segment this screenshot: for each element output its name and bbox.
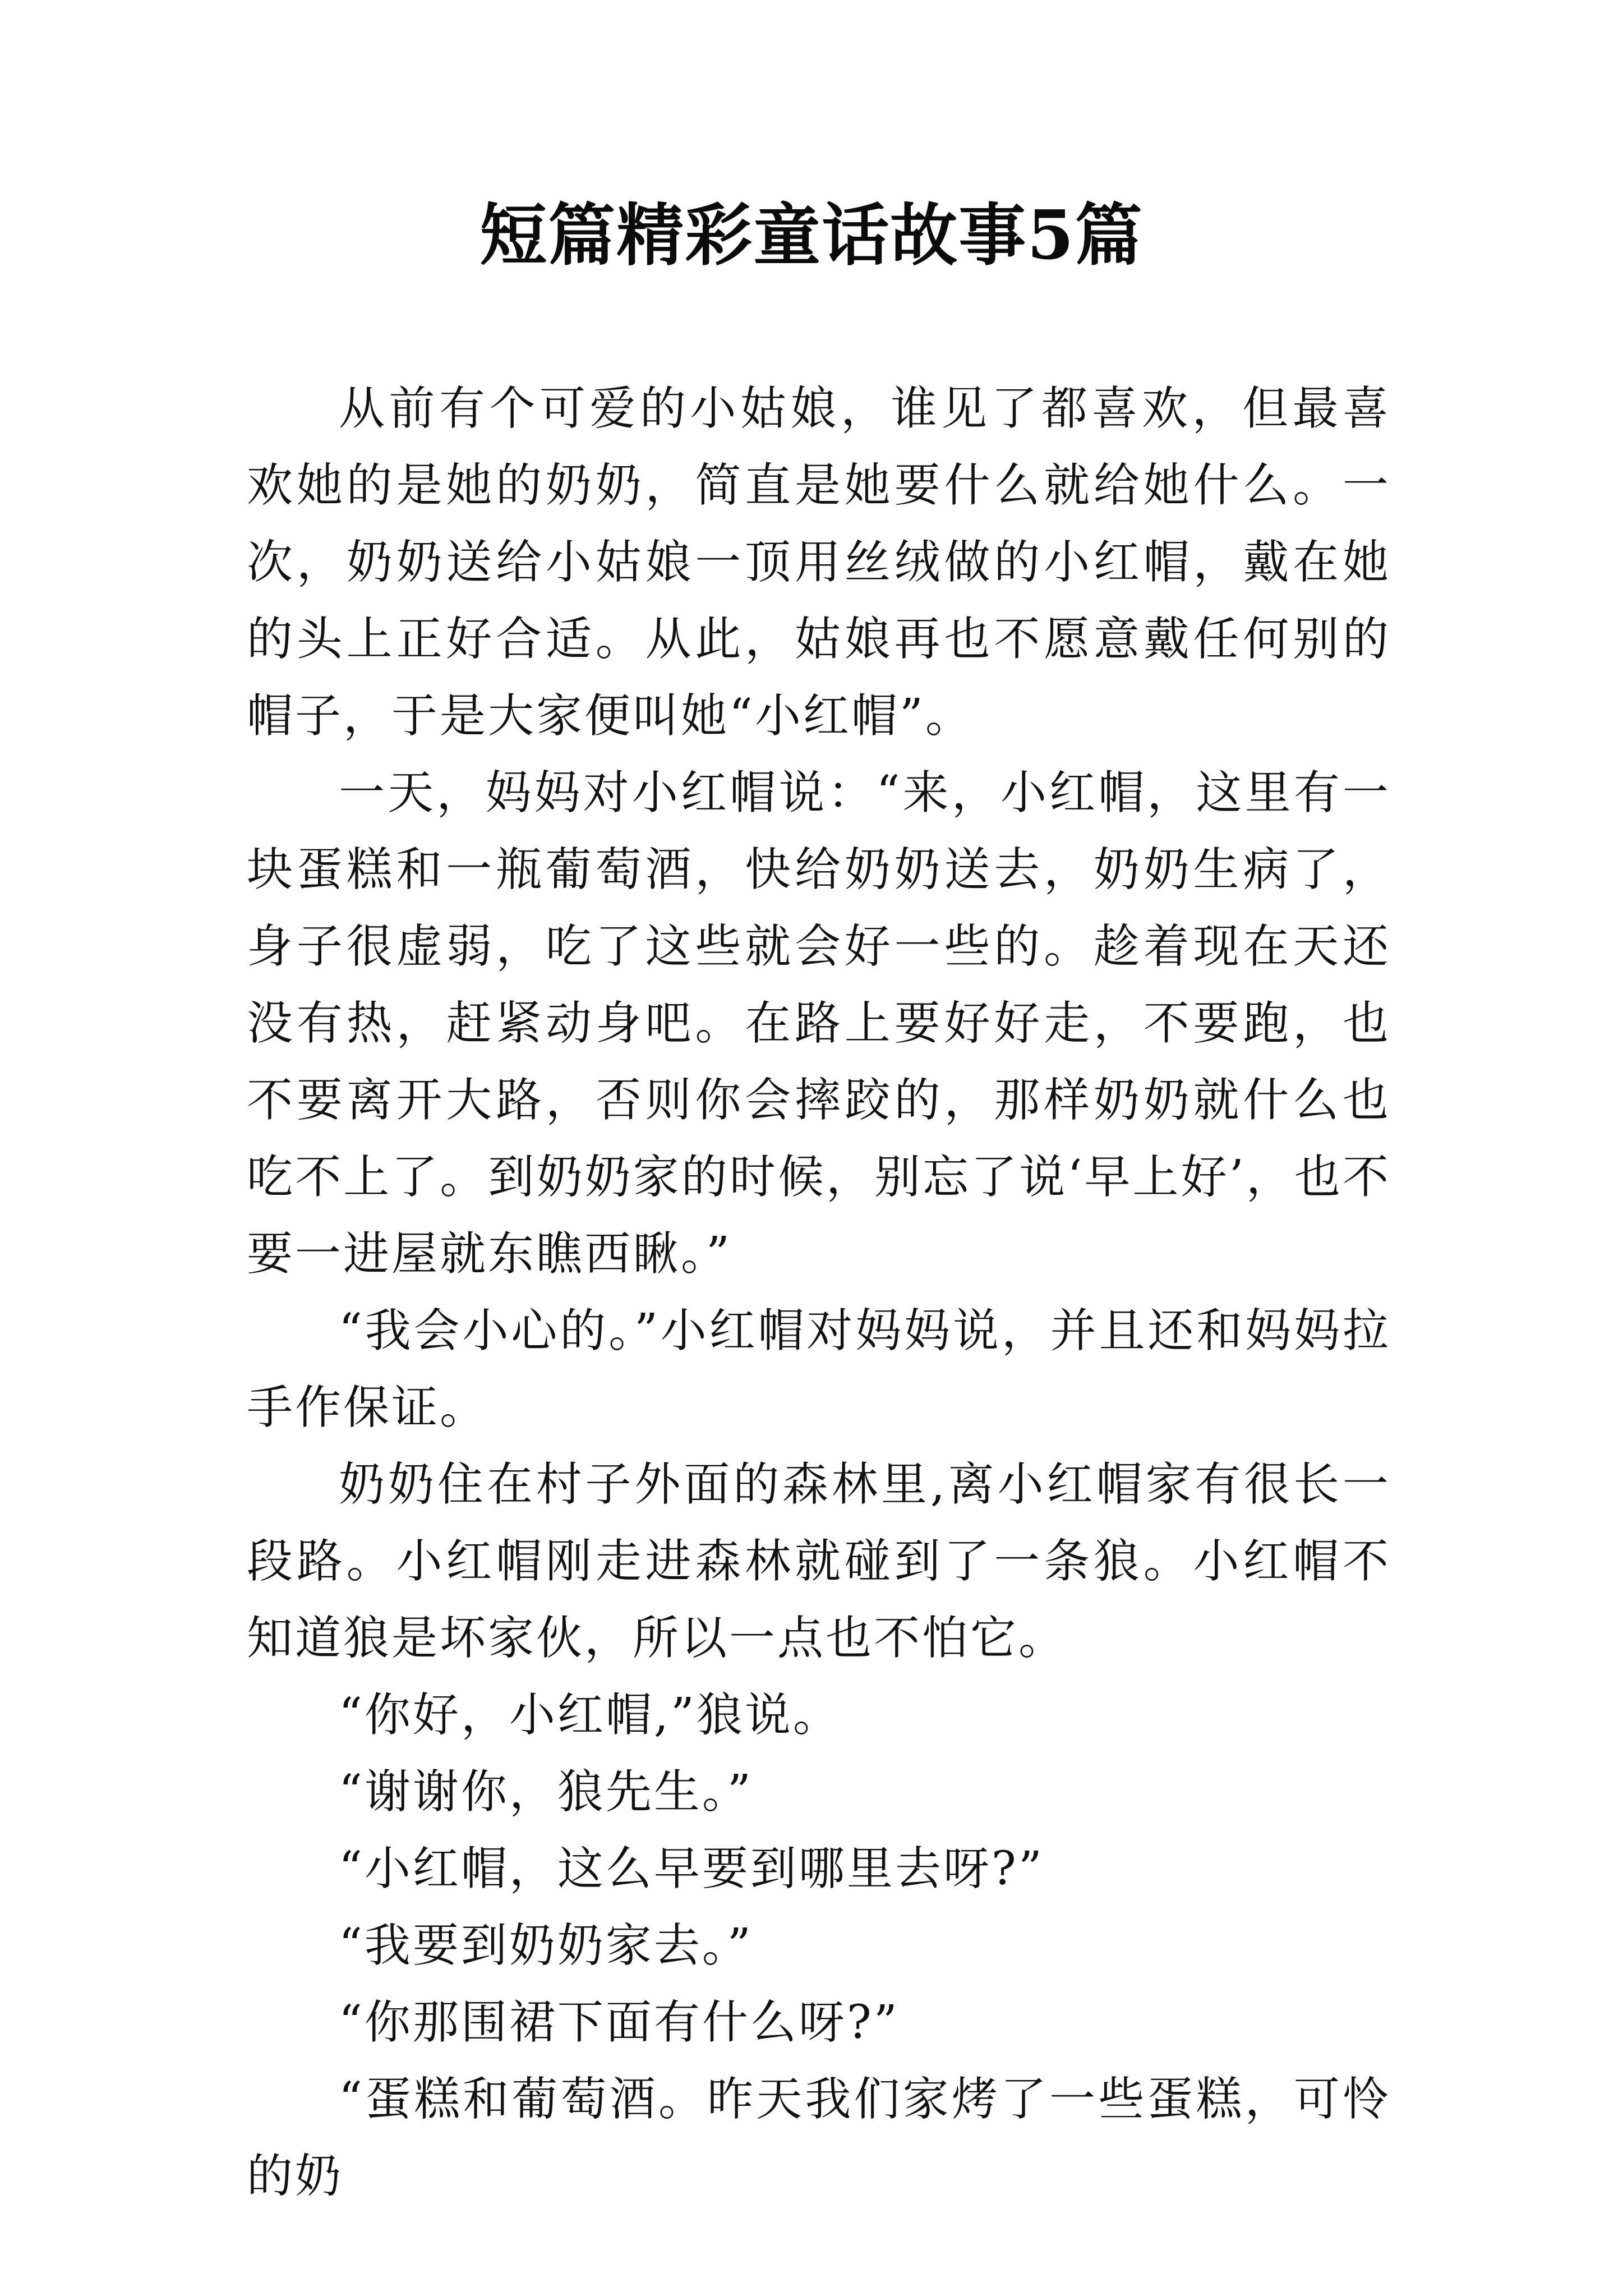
dialogue-line: “你好，小红帽,”狼说。 bbox=[339, 1688, 841, 1742]
dialogue-line: “蛋糕和葡萄酒。昨天我们家烤了一些蛋糕，可怜的奶 bbox=[247, 2073, 1391, 2203]
dialogue-line: “小红帽，这么早要到哪里去呀?” bbox=[339, 1842, 1044, 1895]
dialogue-line: “谢谢你，狼先生。” bbox=[339, 1765, 753, 1819]
paragraph: 一天，妈妈对小红帽说：“来，小红帽，这里有一块蛋糕和一瓶葡萄酒，快给奶奶送去，奶奶生病了，身子很虚弱，吃了这些就会好一些的。趁着现在天还没有热，赶紧动身吧。在路上要好好走，不要跑，也不要离开大路，否则你会摔跤的，那样奶奶就什么也吃不上了。到奶奶家的时候，别忘了说‘早上好’，也不要一进屋就东瞧西瞅。” bbox=[247, 766, 1391, 1281]
dialogue-line: “我要到奶奶家去。” bbox=[339, 1919, 753, 1972]
document-title: 短篇精彩童话故事5篇 bbox=[479, 196, 1144, 275]
paragraph: “我会小心的。”小红帽对妈妈说，并且还和妈妈拉手作保证。 bbox=[247, 1304, 1391, 1434]
paragraph: 从前有个可爱的小姑娘，谁见了都喜欢，但最喜欢她的是她的奶奶，简直是她要什么就给她什么。一次，奶奶送给小姑娘一顶用丝绒做的小红帽，戴在她的头上正好合适。从此，姑娘再也不愿意戴任何别的帽子，于是大家便叫她“小红帽”。 bbox=[247, 382, 1391, 743]
paragraph: 奶奶住在村子外面的森林里,离小红帽家有很长一段路。小红帽刚走进森林就碰到了一条狼。小红帽不知道狼是坏家伙，所以一点也不怕它。 bbox=[247, 1458, 1391, 1665]
document-body bbox=[247, 370, 1391, 2215]
dialogue-line: “你那围裙下面有什么呀?” bbox=[339, 1996, 900, 2049]
